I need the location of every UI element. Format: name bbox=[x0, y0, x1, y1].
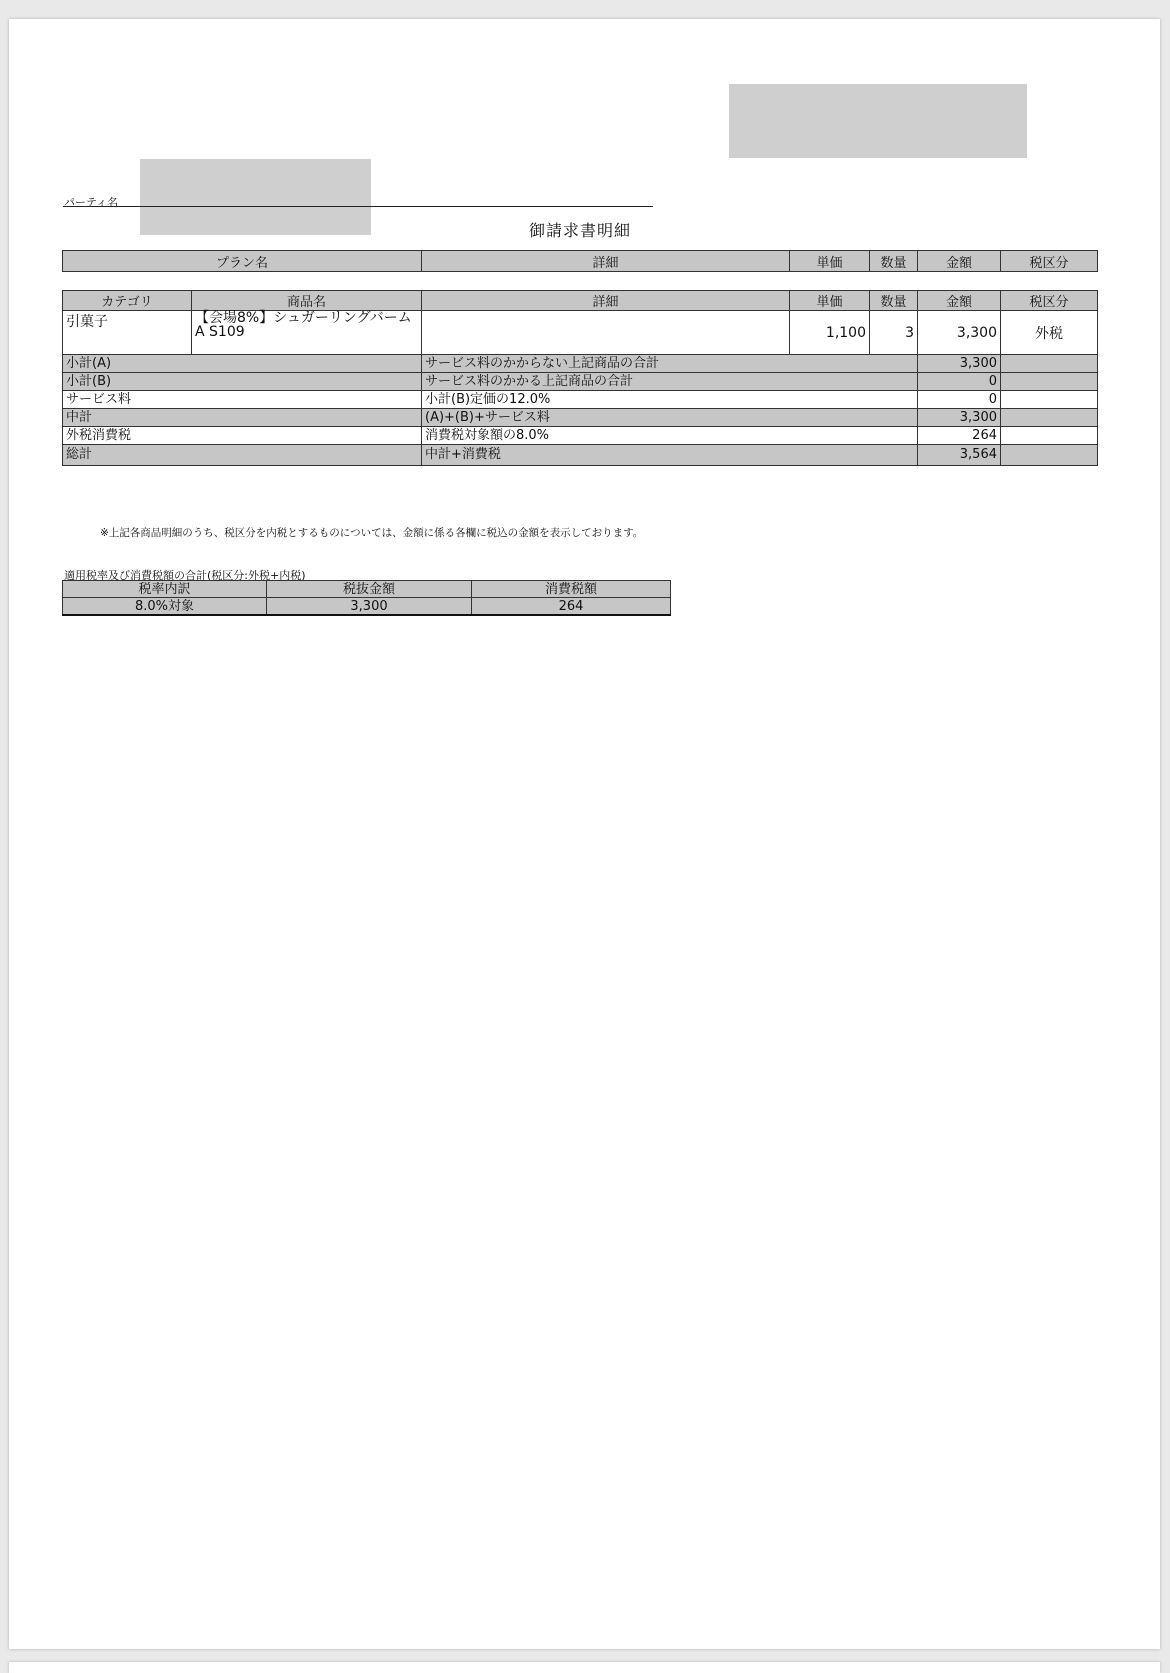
party-name-underline bbox=[63, 206, 653, 207]
summary-label: 小計(B) bbox=[63, 373, 422, 391]
summary-description: サービス料のかからない上記商品の合計 bbox=[422, 355, 918, 373]
item-category: 引菓子 bbox=[63, 311, 192, 355]
item-detail bbox=[422, 311, 790, 355]
summary-amount: 0 bbox=[918, 391, 1001, 409]
header-category: カテゴリ bbox=[63, 291, 192, 311]
items-table-header bbox=[63, 291, 1098, 311]
summary-row-midtotal bbox=[63, 409, 1098, 427]
next-page-edge bbox=[9, 1662, 1160, 1673]
summary-tax-cell bbox=[1001, 427, 1098, 445]
header-product-name: 商品名 bbox=[192, 291, 422, 311]
summary-amount: 264 bbox=[918, 427, 1001, 445]
header-unit-price: 単価 bbox=[790, 291, 870, 311]
summary-label: 小計(A) bbox=[63, 355, 422, 373]
party-name-label: パーティ名 bbox=[64, 196, 119, 209]
summary-amount: 3,300 bbox=[918, 355, 1001, 373]
plan-table bbox=[62, 250, 1098, 272]
summary-row-subtotal-a bbox=[63, 355, 1098, 373]
table-row bbox=[63, 598, 671, 616]
tax-inclusive-note: ※上記各商品明細のうち、税区分を内税とするものについては、金額に係る各欄に税込の金額を表示しております。 bbox=[100, 527, 644, 539]
summary-tax-cell bbox=[1001, 409, 1098, 427]
header-tax-type: 税区分 bbox=[1001, 291, 1098, 311]
summary-tax-cell bbox=[1001, 355, 1098, 373]
header-amount: 金額 bbox=[918, 251, 1001, 272]
summary-tax-cell bbox=[1001, 391, 1098, 409]
summary-description: サービス料のかかる上記商品の合計 bbox=[422, 373, 918, 391]
summary-amount: 3,564 bbox=[918, 445, 1001, 466]
summary-description: 中計+消費税 bbox=[422, 445, 918, 466]
summary-row-grand-total bbox=[63, 445, 1098, 466]
tax-summary-caption: 適用税率及び消費税額の合計(税区分:外税+内税) bbox=[64, 569, 306, 582]
header-amount: 金額 bbox=[918, 291, 1001, 311]
summary-label: 外税消費税 bbox=[63, 427, 422, 445]
summary-label: 中計 bbox=[63, 409, 422, 427]
summary-row-service-fee bbox=[63, 391, 1098, 409]
summary-label: 総計 bbox=[63, 445, 422, 466]
header-tax-amount: 消費税額 bbox=[472, 581, 671, 598]
summary-description: 小計(B)定価の12.0% bbox=[422, 391, 918, 409]
header-plan-name: プラン名 bbox=[63, 251, 422, 272]
items-table bbox=[62, 290, 1098, 466]
header-unit-price: 単価 bbox=[790, 251, 870, 272]
header-amount-excl-tax: 税抜金額 bbox=[267, 581, 472, 598]
header-quantity: 数量 bbox=[870, 291, 918, 311]
header-detail: 詳細 bbox=[422, 291, 790, 311]
tax-summary-header bbox=[63, 581, 671, 598]
redacted-block bbox=[729, 84, 1027, 158]
header-quantity: 数量 bbox=[870, 251, 918, 272]
plan-table-header bbox=[63, 251, 1098, 272]
summary-tax-cell bbox=[1001, 373, 1098, 391]
table-row bbox=[63, 311, 1098, 355]
item-unit-price: 1,100 bbox=[790, 311, 870, 355]
tax-summary-table bbox=[62, 580, 671, 616]
redacted-party-name bbox=[140, 159, 371, 235]
summary-row-subtotal-b bbox=[63, 373, 1098, 391]
summary-amount: 3,300 bbox=[918, 409, 1001, 427]
item-tax-type: 外税 bbox=[1001, 311, 1098, 355]
tax-excl-amount: 3,300 bbox=[267, 598, 472, 616]
item-product-name: 【会場8%】シュガーリングバーム A S109 bbox=[192, 311, 422, 355]
document-title: 御請求書明細 bbox=[529, 221, 632, 240]
header-rate-breakdown: 税率内訳 bbox=[63, 581, 267, 598]
item-quantity: 3 bbox=[870, 311, 918, 355]
summary-tax-cell bbox=[1001, 445, 1098, 466]
summary-amount: 0 bbox=[918, 373, 1001, 391]
item-amount: 3,300 bbox=[918, 311, 1001, 355]
header-detail: 詳細 bbox=[422, 251, 790, 272]
summary-description: (A)+(B)+サービス料 bbox=[422, 409, 918, 427]
summary-description: 消費税対象額の8.0% bbox=[422, 427, 918, 445]
tax-rate: 8.0%対象 bbox=[63, 598, 267, 616]
tax-amount: 264 bbox=[472, 598, 671, 616]
summary-row-consumption-tax bbox=[63, 427, 1098, 445]
summary-label: サービス料 bbox=[63, 391, 422, 409]
header-tax-type: 税区分 bbox=[1001, 251, 1098, 272]
invoice-page bbox=[9, 19, 1160, 1649]
